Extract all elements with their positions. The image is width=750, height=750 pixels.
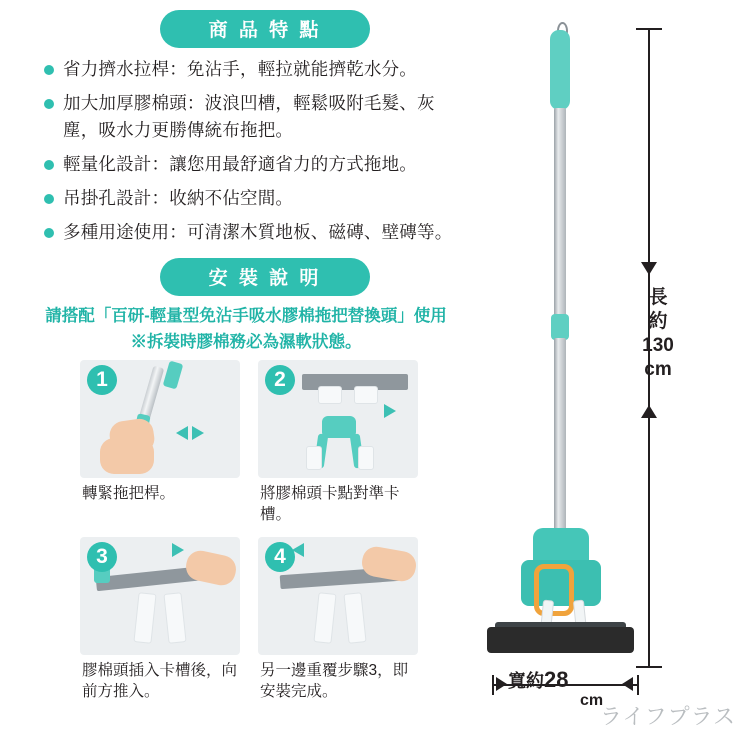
step-row [80,360,420,533]
teal-grip-graphic [163,361,184,390]
mop-sponge-head-graphic [487,627,634,653]
feature-text: 多種用途使用：可清潔木質地板、磁磚、壁磚等。 [63,222,453,242]
step-number: 1 [87,365,117,395]
features-heading: 商 品 特 點 [160,10,370,48]
feature-text: 吊掛孔設計：收納不佔空間。 [63,188,294,208]
step-1-image [80,360,240,478]
install-step-4 [258,537,418,710]
arrow-right-icon [496,677,507,691]
install-note [36,303,456,355]
install-steps [80,360,420,714]
brand-watermark: ライフプラス [600,704,737,729]
height-dimension-label [634,286,682,382]
bullet-icon [44,160,54,170]
mop-lower-rod-graphic [554,338,566,538]
clip-graphic [133,592,156,644]
bullet-icon [44,99,54,109]
install-step-3 [80,537,240,710]
feature-text: 加大加厚膠棉頭：波浪凹槽，輕鬆吸附毛髮、灰塵，吸水力更勝傳統布拖把。 [63,93,435,140]
height-value: 130 [642,335,674,356]
list-item [44,219,464,246]
install-step-1 [80,360,240,533]
width-value: 28 [544,667,569,692]
arrow-left-icon [176,426,188,440]
mop-rod-graphic [139,366,164,421]
step-4-image [258,537,418,655]
list-item [44,90,464,144]
install-step-2 [258,360,418,533]
width-dimension-label [508,667,604,710]
hand-graphic [100,438,154,474]
width-unit: cm [580,692,604,709]
arrow-right-icon [192,426,204,440]
step-caption: 膠棉頭插入卡槽後，向前方推入。 [82,662,238,700]
width-label: 寬約 [508,671,544,691]
list-item [44,151,464,178]
features-list [44,56,464,253]
feature-text: 省力擠水拉桿：免沾手，輕拉就能擠乾水分。 [63,59,417,79]
install-note-line1: 請搭配「百研-輕量型免沾手吸水膠棉拖把替換頭」使用 [45,307,447,325]
mop-joint-graphic [551,314,569,340]
arrow-right-icon [384,404,396,418]
mop-grip-graphic [550,30,570,110]
hand-graphic [183,548,238,588]
step-caption: 將膠棉頭卡點對準卡槽。 [260,485,400,523]
arrow-down-icon [641,262,657,275]
step-number: 3 [87,542,117,572]
height-label-line1: 長 [648,287,668,308]
step-3-image [80,537,240,655]
bullet-icon [44,228,54,238]
step-row [80,537,420,710]
install-note-line2: ※拆裝時膠棉務必為濕軟狀態。 [130,333,362,351]
step-2-image [258,360,418,478]
install-heading: 安 裝 說 明 [160,258,370,296]
clip-graphic [358,446,374,470]
clip-graphic [306,446,322,470]
arrow-left-icon [622,677,633,691]
height-unit: cm [644,359,672,380]
list-item [44,185,464,212]
mop-squeeze-lever-graphic [534,564,574,616]
height-label-line2: 約 [648,311,668,332]
feature-text: 輕量化設計：讓您用最舒適省力的方式拖地。 [63,154,417,174]
bullet-icon [44,194,54,204]
step-number: 4 [265,542,295,572]
list-item [44,56,464,83]
arrow-right-icon [172,543,184,557]
clip-graphic [313,592,336,644]
step-caption: 轉緊拖把桿。 [82,485,176,502]
mop-upper-rod-graphic [554,108,566,318]
clip-graphic [354,386,378,404]
clip-graphic [163,592,186,644]
step-caption: 另一邊重覆步驟3，即安裝完成。 [260,662,409,700]
arrow-up-icon [641,405,657,418]
clip-graphic [343,592,366,644]
bullet-icon [44,65,54,75]
clip-graphic [318,386,342,404]
step-number: 2 [265,365,295,395]
